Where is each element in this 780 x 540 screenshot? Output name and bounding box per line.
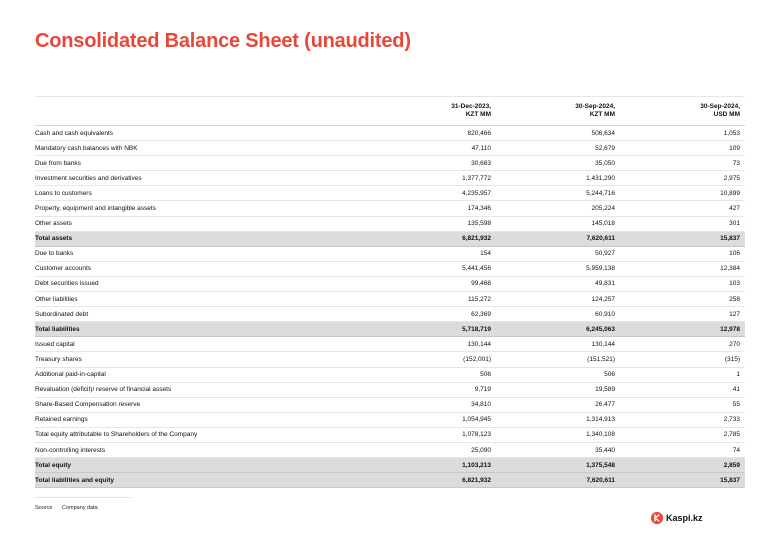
value-dec-2023: 820,466	[467, 129, 491, 137]
value-sep-2024-kzt: 1,431,290	[586, 174, 615, 182]
value-sep-2024-kzt: 1,375,548	[586, 461, 615, 469]
value-sep-2024-kzt: 35,440	[595, 446, 615, 454]
value-sep-2024-kzt: 60,910	[595, 310, 615, 318]
value-sep-2024-kzt: 1,314,913	[586, 416, 615, 424]
row-label: Revaluation (deficit)/ reserve of financial assets	[35, 386, 172, 394]
value-sep-2024-kzt: 7,620,611	[586, 476, 615, 484]
table-row	[35, 156, 745, 171]
value-sep-2024-kzt: 26,477	[595, 401, 615, 409]
column-header-dec-2023: 31-Dec-2023, KZT MM	[451, 103, 491, 118]
value-sep-2024-usd: 41	[732, 386, 740, 394]
row-label: Other liabilities	[35, 295, 78, 303]
value-dec-2023: 506	[480, 371, 491, 379]
row-label: Total equity attributable to Shareholders of the Company	[35, 431, 198, 439]
row-label: Customer accounts	[35, 265, 91, 273]
table-row	[35, 428, 745, 443]
row-label: Issued capital	[35, 340, 75, 348]
table-row	[35, 217, 745, 232]
table-row	[35, 368, 745, 383]
value-sep-2024-usd: 2,859	[723, 461, 740, 469]
value-sep-2024-kzt: 19,589	[595, 386, 615, 394]
balance-sheet-table	[35, 96, 745, 488]
table-row	[35, 262, 745, 277]
value-dec-2023: 5,441,456	[462, 265, 491, 273]
row-label: Debt securities issued	[35, 280, 99, 288]
row-label: Treasury shares	[35, 355, 82, 363]
value-sep-2024-usd: (315)	[724, 355, 740, 363]
table-row	[35, 413, 745, 428]
column-header-sep-2024-kzt: 30-Sep-2024, KZT MM	[575, 103, 615, 118]
row-label: Cash and cash equivalents	[35, 129, 114, 137]
value-dec-2023: 62,369	[471, 310, 491, 318]
row-label: Retained earnings	[35, 416, 88, 424]
value-sep-2024-kzt: (151,521)	[587, 355, 615, 363]
value-dec-2023: 115,272	[467, 295, 491, 303]
table-row	[35, 322, 745, 337]
row-label: Additional paid-in-capital	[35, 371, 106, 379]
table-row	[35, 383, 745, 398]
row-label: Total liabilities and equity	[35, 476, 114, 484]
value-sep-2024-kzt: 49,831	[595, 280, 615, 288]
value-sep-2024-usd: 1	[736, 371, 740, 379]
row-label: Non-controlling interests	[35, 446, 106, 454]
table-row	[35, 443, 745, 458]
value-sep-2024-usd: 12,384	[720, 265, 740, 273]
table-row	[35, 458, 745, 473]
value-sep-2024-usd: 73	[732, 159, 740, 167]
value-sep-2024-usd: 1,053	[723, 129, 740, 137]
table-row	[35, 307, 745, 322]
table-row	[35, 398, 745, 413]
value-sep-2024-kzt: 130,144	[591, 340, 615, 348]
value-sep-2024-usd: 10,899	[720, 189, 740, 197]
value-sep-2024-usd: 301	[729, 220, 740, 228]
value-sep-2024-usd: 55	[732, 401, 740, 409]
value-dec-2023: 6,821,932	[462, 476, 491, 484]
value-sep-2024-kzt: 124,257	[591, 295, 615, 303]
value-sep-2024-usd: 2,975	[723, 174, 740, 182]
value-sep-2024-kzt: 5,959,138	[586, 265, 615, 273]
value-dec-2023: 1,103,213	[462, 461, 491, 469]
value-dec-2023: 99,468	[471, 280, 491, 288]
value-sep-2024-kzt: 205,224	[591, 205, 615, 213]
kaspi-logo	[651, 512, 703, 524]
value-dec-2023: 174,346	[467, 205, 491, 213]
table-body	[35, 126, 745, 488]
value-sep-2024-usd: 109	[729, 144, 740, 152]
table-row	[35, 247, 745, 262]
row-label: Subordinated debt	[35, 310, 89, 318]
table-row	[35, 232, 745, 247]
value-sep-2024-kzt: 35,050	[595, 159, 615, 167]
value-sep-2024-kzt: 506,634	[591, 129, 615, 137]
value-dec-2023: 154	[480, 250, 491, 258]
table-header	[35, 96, 745, 126]
value-sep-2024-kzt: 6,245,063	[586, 325, 615, 333]
value-sep-2024-kzt: 52,679	[595, 144, 615, 152]
value-dec-2023: 30,683	[471, 159, 491, 167]
table-row	[35, 352, 745, 367]
value-dec-2023: 9,719	[474, 386, 491, 394]
value-sep-2024-usd: 103	[729, 280, 740, 288]
table-row	[35, 473, 745, 488]
value-sep-2024-usd: 106	[729, 250, 740, 258]
table-row	[35, 126, 745, 141]
value-dec-2023: (152,001)	[463, 355, 491, 363]
row-label: Due from banks	[35, 159, 81, 167]
table-row	[35, 141, 745, 156]
row-label: Total equity	[35, 461, 71, 469]
row-label: Due to banks	[35, 250, 74, 258]
value-dec-2023: 135,598	[467, 220, 491, 228]
table-row	[35, 277, 745, 292]
row-label: Other assets	[35, 220, 72, 228]
source-text: Company data	[61, 505, 98, 511]
value-sep-2024-kzt: 7,620,611	[586, 235, 615, 243]
value-dec-2023: 4,235,957	[462, 189, 491, 197]
value-dec-2023: 130,144	[467, 340, 491, 348]
value-sep-2024-kzt: 50,927	[595, 250, 615, 258]
row-label: Loans to customers	[35, 189, 92, 197]
value-sep-2024-kzt: 5,244,716	[586, 189, 615, 197]
value-sep-2024-usd: 2,785	[723, 431, 740, 439]
value-dec-2023: 34,810	[471, 401, 491, 409]
source-note	[35, 505, 106, 511]
table-row	[35, 186, 745, 201]
value-dec-2023: 5,718,719	[462, 325, 491, 333]
row-label: Mandatory cash balances with NBK	[35, 144, 138, 152]
value-sep-2024-usd: 74	[732, 446, 740, 454]
value-sep-2024-kzt: 145,018	[591, 220, 615, 228]
source-divider	[35, 497, 131, 498]
page-title: Consolidated Balance Sheet (unaudited)	[35, 30, 411, 52]
column-header-sep-2024-usd: 30-Sep-2024, USD MM	[700, 103, 740, 118]
value-sep-2024-usd: 127	[729, 310, 740, 318]
value-dec-2023: 1,078,123	[462, 431, 491, 439]
kaspi-logo-icon	[651, 512, 663, 524]
value-sep-2024-usd: 2,733	[723, 416, 740, 424]
table-row	[35, 201, 745, 216]
table-row	[35, 292, 745, 307]
row-label: Share-Based Compensation reserve	[35, 401, 141, 409]
value-dec-2023: 1,054,945	[462, 416, 491, 424]
value-sep-2024-usd: 15,837	[720, 476, 740, 484]
row-label: Investment securities and derivatives	[35, 174, 142, 182]
logo-text: Kaspi.kz	[666, 513, 703, 523]
value-sep-2024-usd: 427	[729, 205, 740, 213]
value-dec-2023: 25,090	[471, 446, 491, 454]
value-dec-2023: 6,821,932	[462, 235, 491, 243]
source-label: Source	[35, 505, 53, 511]
value-sep-2024-kzt: 1,340,108	[586, 431, 615, 439]
value-sep-2024-usd: 15,837	[720, 235, 740, 243]
value-sep-2024-usd: 258	[729, 295, 740, 303]
row-label: Total liabilities	[35, 325, 80, 333]
value-dec-2023: 47,110	[471, 144, 491, 152]
table-row	[35, 171, 745, 186]
row-label: Property, equipment and intangible assets	[35, 205, 156, 213]
row-label: Total assets	[35, 235, 73, 243]
value-sep-2024-usd: 12,978	[720, 325, 740, 333]
value-dec-2023: 1,377,772	[462, 174, 491, 182]
value-sep-2024-usd: 270	[729, 340, 740, 348]
value-sep-2024-kzt: 506	[604, 371, 615, 379]
table-row	[35, 337, 745, 352]
